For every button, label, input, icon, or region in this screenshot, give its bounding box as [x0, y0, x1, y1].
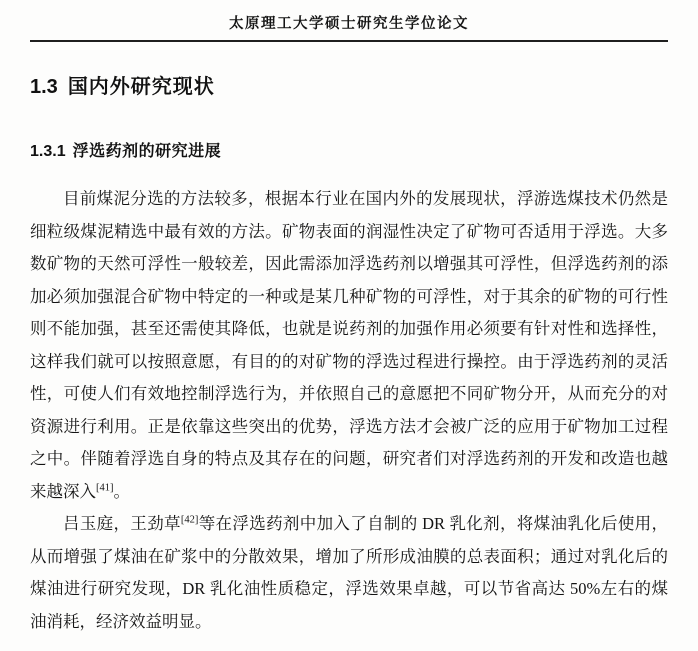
paragraph-2-tail: 等在浮选药剂中加入了自制的 DR 乳化剂，将煤油乳化后使用，从而增强了煤油在矿浆中的分散效果，增加了所形成油膜的总表面积；通过对乳化后的煤油进行研究发现，DR 乳化油性质稳定，浮选效果卓越，可以节省高达 50%左右的煤油消耗，经济效益明显。	[30, 514, 669, 631]
citation-ref-41: [41]	[96, 482, 114, 493]
paragraph-2-text: 吕玉庭，王劲草	[63, 514, 181, 533]
paragraph-1-tail: 。	[113, 481, 130, 501]
subsection-number: 1.3.1	[30, 143, 66, 160]
header-divider	[30, 40, 668, 42]
body-text	[30, 183, 668, 638]
paragraph-2	[30, 508, 668, 638]
page-header-title: 太原理工大学硕士研究生学位论文	[229, 16, 469, 32]
paragraph-1-text: 目前煤泥分选的方法较多，根据本行业在国内外的发展现状，浮游选煤技术仍然是细粒级煤泥精选中最有效的方法。矿物表面的润湿性决定了矿物可否适用于浮选。大多数矿物的天然可浮性一般较差，因此需添加浮选药剂以增强其可浮性，但浮选药剂的添加必须加强混合矿物中特定的一种或是某几种矿物的可浮性，对于其余的矿物的可行性则不能加强，甚至还需使其降低，也就是说药剂的加强作用必须要有针对性和选择性，这样我们就可以按照意愿，有目的的对矿物的浮选过程进行操控。由于浮选药剂的灵活性，可使人们有效地控制浮选行为，并依照自己的意愿把不同矿物分开，从而充分的对资源进行利用。正是依靠这些突出的优势，浮选方法才会被广泛的应用于矿物加工过程之中。伴随着浮选自身的特点及其存在的问题，研究者们对浮选药剂的开发和改造也越来越深入	[30, 189, 668, 501]
paragraph-1	[30, 183, 668, 508]
subsection-title: 浮选药剂的研究进展	[72, 143, 222, 160]
section-heading	[30, 75, 668, 99]
citation-ref-42: [42]	[180, 514, 199, 526]
section-title: 国内外研究现状	[67, 76, 215, 98]
section-number: 1.3	[30, 76, 58, 98]
subsection-heading	[30, 142, 668, 162]
page-header	[30, 14, 668, 40]
